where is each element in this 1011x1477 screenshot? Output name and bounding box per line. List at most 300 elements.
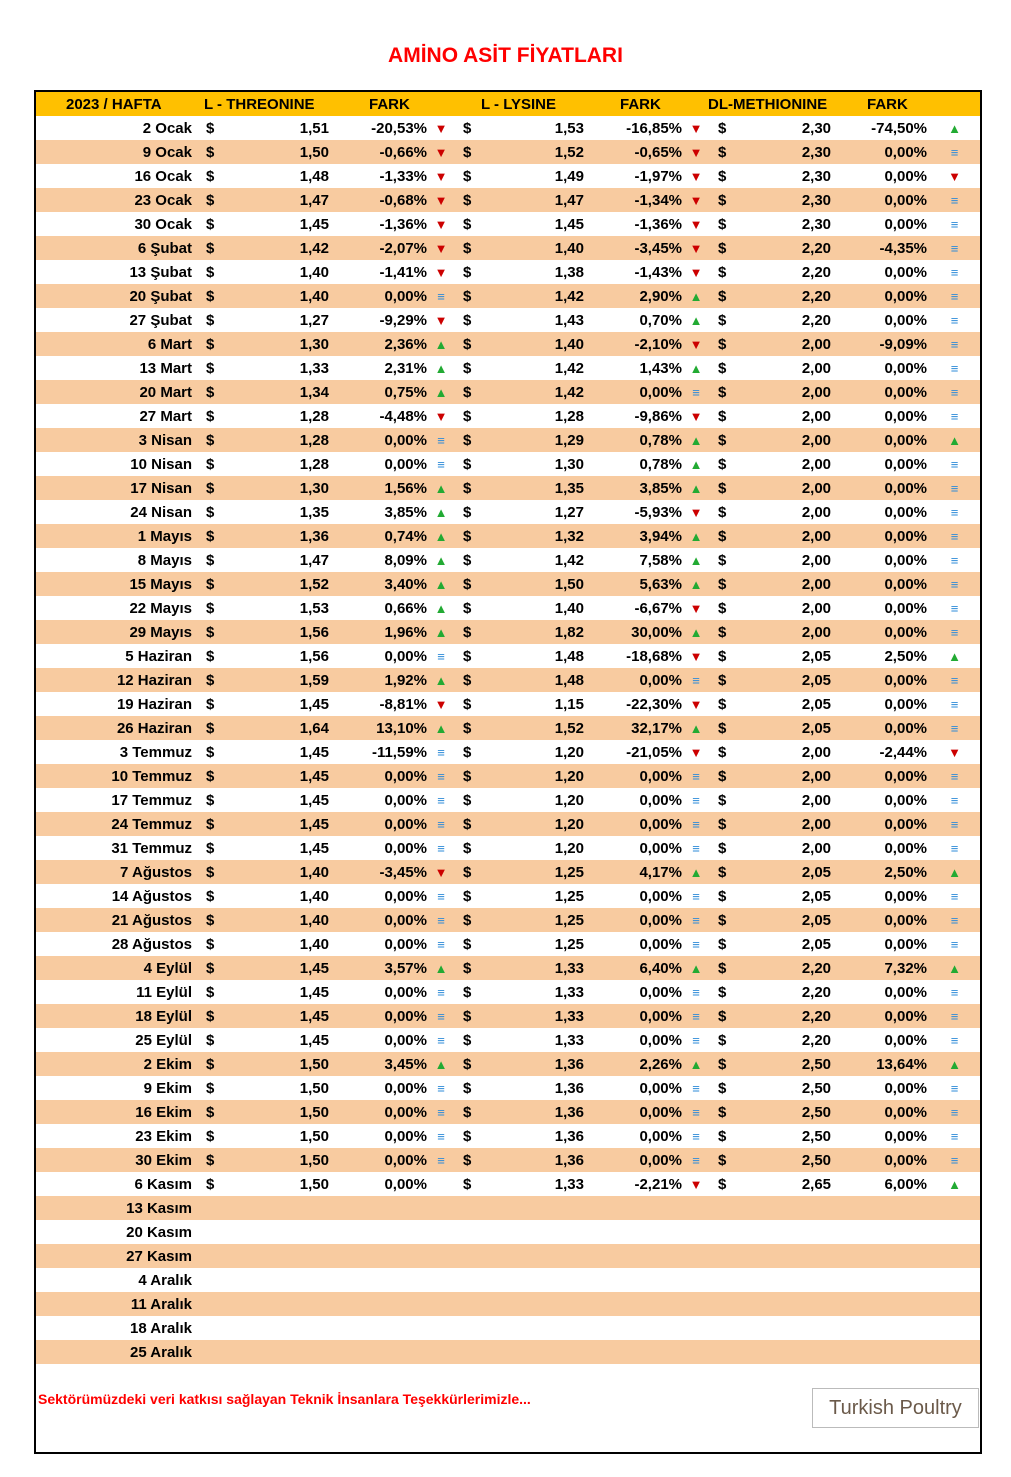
threonine-diff: -4,48% [335, 404, 429, 428]
up-arrow-icon: ▲ [434, 576, 448, 592]
up-arrow-icon: ▲ [948, 864, 961, 880]
methionine-trend-icon [929, 500, 980, 524]
threonine-price: 1,28 [222, 428, 335, 452]
table-row [36, 956, 980, 980]
table-row [36, 596, 980, 620]
currency-symbol [708, 1244, 734, 1268]
down-arrow-icon: ▼ [689, 744, 703, 760]
lysine-trend-icon [684, 908, 708, 932]
week-cell: 11 Aralık [36, 1292, 196, 1316]
week-cell: 24 Nisan [36, 500, 196, 524]
week-cell: 17 Temmuz [36, 788, 196, 812]
methionine-trend-icon [929, 1124, 980, 1148]
equal-icon: ≡ [950, 576, 959, 592]
methionine-trend-icon [929, 620, 980, 644]
currency-symbol: $ [453, 932, 479, 956]
equal-icon: ≡ [692, 984, 700, 1000]
equal-icon: ≡ [692, 816, 700, 832]
down-arrow-icon: ▼ [689, 192, 703, 208]
lysine-price: 1,52 [479, 716, 590, 740]
lysine-trend-icon [684, 476, 708, 500]
down-arrow-icon: ▼ [689, 168, 703, 184]
currency-symbol: $ [453, 452, 479, 476]
down-arrow-icon: ▼ [948, 168, 961, 184]
methionine-trend-icon [929, 1028, 980, 1052]
week-cell: 20 Mart [36, 380, 196, 404]
lysine-price [479, 1268, 590, 1292]
lysine-price: 1,48 [479, 668, 590, 692]
up-arrow-icon: ▲ [689, 480, 703, 496]
down-arrow-icon: ▼ [948, 744, 961, 760]
methionine-diff: 7,32% [837, 956, 929, 980]
lysine-diff: 30,00% [590, 620, 684, 644]
currency-symbol: $ [196, 596, 222, 620]
methionine-price: 2,30 [734, 188, 837, 212]
week-cell: 6 Mart [36, 332, 196, 356]
methionine-trend-icon [929, 668, 980, 692]
methionine-price: 2,00 [734, 596, 837, 620]
lysine-price: 1,48 [479, 644, 590, 668]
lysine-price: 1,42 [479, 548, 590, 572]
up-arrow-icon: ▲ [948, 120, 961, 136]
methionine-diff: 0,00% [837, 356, 929, 380]
lysine-trend-icon [684, 260, 708, 284]
methionine-trend-icon [929, 1052, 980, 1076]
threonine-diff: -9,29% [335, 308, 429, 332]
lysine-diff: 0,00% [590, 836, 684, 860]
equal-icon: ≡ [437, 456, 445, 472]
up-arrow-icon: ▲ [689, 360, 703, 376]
equal-icon: ≡ [437, 816, 445, 832]
methionine-price: 2,30 [734, 140, 837, 164]
lysine-diff: 0,78% [590, 452, 684, 476]
methionine-price: 2,00 [734, 524, 837, 548]
methionine-price: 2,50 [734, 1052, 837, 1076]
lysine-price: 1,45 [479, 212, 590, 236]
currency-symbol: $ [708, 188, 734, 212]
table-row [36, 428, 980, 452]
methionine-diff [837, 1292, 929, 1316]
methionine-diff: 0,00% [837, 212, 929, 236]
threonine-diff: 3,85% [335, 500, 429, 524]
week-cell: 20 Kasım [36, 1220, 196, 1244]
lysine-trend-icon [684, 596, 708, 620]
lysine-price: 1,20 [479, 812, 590, 836]
lysine-trend-icon [684, 644, 708, 668]
page-title: AMİNO ASİT FİYATLARI [388, 44, 623, 67]
table-row [36, 1196, 980, 1220]
methionine-price: 2,50 [734, 1148, 837, 1172]
equal-icon: ≡ [950, 1008, 959, 1024]
threonine-trend-icon [429, 572, 453, 596]
currency-symbol: $ [196, 692, 222, 716]
currency-symbol: $ [196, 140, 222, 164]
methionine-price: 2,20 [734, 1004, 837, 1028]
week-cell: 23 Ekim [36, 1124, 196, 1148]
lysine-trend-icon [684, 812, 708, 836]
up-arrow-icon: ▲ [948, 1176, 961, 1192]
lysine-diff: -16,85% [590, 116, 684, 140]
threonine-trend-icon [429, 1340, 453, 1364]
equal-icon: ≡ [437, 936, 445, 952]
lysine-trend-icon [684, 1076, 708, 1100]
up-arrow-icon: ▲ [689, 528, 703, 544]
lysine-price: 1,43 [479, 308, 590, 332]
threonine-price: 1,42 [222, 236, 335, 260]
currency-symbol: $ [708, 956, 734, 980]
equal-icon: ≡ [437, 1008, 445, 1024]
currency-symbol: $ [196, 860, 222, 884]
threonine-trend-icon [429, 908, 453, 932]
currency-symbol: $ [453, 692, 479, 716]
lysine-diff: 1,43% [590, 356, 684, 380]
table-row [36, 524, 980, 548]
threonine-trend-icon [429, 812, 453, 836]
equal-icon: ≡ [950, 1104, 959, 1120]
currency-symbol: $ [196, 668, 222, 692]
equal-icon: ≡ [692, 768, 700, 784]
threonine-price [222, 1244, 335, 1268]
lysine-price: 1,36 [479, 1124, 590, 1148]
currency-symbol: $ [453, 140, 479, 164]
methionine-price [734, 1244, 837, 1268]
currency-symbol: $ [708, 668, 734, 692]
col-header-methionine-diff: FARK [837, 92, 980, 116]
threonine-diff: 0,00% [335, 1124, 429, 1148]
down-arrow-icon: ▼ [434, 168, 448, 184]
methionine-trend-icon [929, 140, 980, 164]
threonine-diff: -1,33% [335, 164, 429, 188]
methionine-trend-icon [929, 476, 980, 500]
currency-symbol: $ [453, 212, 479, 236]
equal-icon: ≡ [692, 888, 700, 904]
threonine-price: 1,64 [222, 716, 335, 740]
lysine-trend-icon [684, 1220, 708, 1244]
lysine-price: 1,25 [479, 932, 590, 956]
week-cell: 27 Şubat [36, 308, 196, 332]
threonine-price: 1,45 [222, 956, 335, 980]
methionine-diff [837, 1268, 929, 1292]
down-arrow-icon: ▼ [434, 120, 448, 136]
methionine-trend-icon [929, 884, 980, 908]
currency-symbol: $ [196, 428, 222, 452]
col-header-week: 2023 / HAFTA [36, 92, 196, 116]
methionine-trend-icon [929, 380, 980, 404]
threonine-diff: -0,66% [335, 140, 429, 164]
down-arrow-icon: ▼ [434, 864, 448, 880]
up-arrow-icon: ▲ [689, 576, 703, 592]
down-arrow-icon: ▼ [689, 216, 703, 232]
methionine-diff: 0,00% [837, 908, 929, 932]
methionine-diff: 0,00% [837, 788, 929, 812]
lysine-trend-icon [684, 452, 708, 476]
lysine-diff: 0,00% [590, 788, 684, 812]
week-cell: 25 Aralık [36, 1340, 196, 1364]
down-arrow-icon: ▼ [434, 696, 448, 712]
methionine-trend-icon [929, 452, 980, 476]
threonine-price: 1,33 [222, 356, 335, 380]
week-cell: 27 Mart [36, 404, 196, 428]
currency-symbol [453, 1244, 479, 1268]
methionine-trend-icon [929, 860, 980, 884]
methionine-diff: 0,00% [837, 932, 929, 956]
lysine-price [479, 1220, 590, 1244]
lysine-trend-icon [684, 116, 708, 140]
table-row [36, 860, 980, 884]
methionine-price [734, 1292, 837, 1316]
methionine-trend-icon [929, 692, 980, 716]
threonine-diff: 0,00% [335, 452, 429, 476]
methionine-trend-icon [929, 716, 980, 740]
threonine-price: 1,47 [222, 548, 335, 572]
threonine-trend-icon [429, 1244, 453, 1268]
threonine-diff: 0,00% [335, 836, 429, 860]
threonine-price [222, 1316, 335, 1340]
currency-symbol: $ [453, 1148, 479, 1172]
methionine-trend-icon [929, 1100, 980, 1124]
currency-symbol: $ [196, 380, 222, 404]
methionine-price: 2,00 [734, 500, 837, 524]
equal-icon: ≡ [950, 480, 959, 496]
currency-symbol: $ [453, 236, 479, 260]
threonine-price: 1,51 [222, 116, 335, 140]
up-arrow-icon: ▲ [434, 360, 448, 376]
methionine-trend-icon [929, 1268, 980, 1292]
threonine-trend-icon [429, 1100, 453, 1124]
currency-symbol: $ [196, 188, 222, 212]
methionine-diff: 13,64% [837, 1052, 929, 1076]
threonine-trend-icon [429, 116, 453, 140]
currency-symbol: $ [708, 212, 734, 236]
currency-symbol: $ [708, 932, 734, 956]
currency-symbol: $ [196, 932, 222, 956]
threonine-price: 1,45 [222, 812, 335, 836]
lysine-trend-icon [684, 620, 708, 644]
currency-symbol: $ [453, 1124, 479, 1148]
threonine-trend-icon [429, 188, 453, 212]
equal-icon: ≡ [950, 936, 959, 952]
currency-symbol: $ [708, 116, 734, 140]
lysine-price [479, 1316, 590, 1340]
lysine-price: 1,33 [479, 1028, 590, 1052]
week-cell: 9 Ekim [36, 1076, 196, 1100]
threonine-trend-icon [429, 476, 453, 500]
table-row [36, 1292, 980, 1316]
lysine-price: 1,33 [479, 980, 590, 1004]
table-row [36, 908, 980, 932]
threonine-price: 1,45 [222, 1004, 335, 1028]
up-arrow-icon: ▲ [434, 960, 448, 976]
equal-icon: ≡ [437, 288, 445, 304]
methionine-diff: 0,00% [837, 1076, 929, 1100]
lysine-diff: 0,00% [590, 764, 684, 788]
threonine-price: 1,45 [222, 836, 335, 860]
equal-icon: ≡ [950, 408, 959, 424]
lysine-trend-icon [684, 1004, 708, 1028]
methionine-price: 2,20 [734, 1028, 837, 1052]
methionine-trend-icon [929, 548, 980, 572]
equal-icon: ≡ [950, 192, 959, 208]
threonine-trend-icon [429, 1052, 453, 1076]
currency-symbol: $ [708, 860, 734, 884]
week-cell: 11 Eylül [36, 980, 196, 1004]
lysine-price: 1,40 [479, 332, 590, 356]
methionine-price: 2,20 [734, 260, 837, 284]
currency-symbol: $ [708, 620, 734, 644]
currency-symbol: $ [196, 716, 222, 740]
threonine-diff: 0,00% [335, 1172, 429, 1196]
table-row [36, 1316, 980, 1340]
lysine-diff: 0,00% [590, 668, 684, 692]
threonine-trend-icon [429, 236, 453, 260]
threonine-price: 1,56 [222, 644, 335, 668]
threonine-price: 1,30 [222, 476, 335, 500]
methionine-diff: 0,00% [837, 476, 929, 500]
threonine-price: 1,50 [222, 1124, 335, 1148]
currency-symbol: $ [453, 956, 479, 980]
lysine-trend-icon [684, 884, 708, 908]
currency-symbol: $ [453, 884, 479, 908]
methionine-price: 2,20 [734, 980, 837, 1004]
methionine-diff: 0,00% [837, 140, 929, 164]
currency-symbol: $ [196, 1052, 222, 1076]
equal-icon: ≡ [950, 624, 959, 640]
equal-icon: ≡ [437, 648, 445, 664]
week-cell: 6 Kasım [36, 1172, 196, 1196]
currency-symbol [196, 1196, 222, 1220]
col-header-lysine-diff: FARK [590, 92, 708, 116]
lysine-price [479, 1292, 590, 1316]
down-arrow-icon: ▼ [434, 264, 448, 280]
currency-symbol: $ [708, 1076, 734, 1100]
threonine-trend-icon [429, 1268, 453, 1292]
lysine-price: 1,32 [479, 524, 590, 548]
equal-icon: ≡ [692, 1032, 700, 1048]
table-row [36, 500, 980, 524]
methionine-diff: 0,00% [837, 452, 929, 476]
threonine-price: 1,45 [222, 692, 335, 716]
currency-symbol: $ [708, 308, 734, 332]
methionine-trend-icon [929, 428, 980, 452]
up-arrow-icon: ▲ [689, 864, 703, 880]
methionine-trend-icon [929, 812, 980, 836]
methionine-diff [837, 1316, 929, 1340]
methionine-diff: 0,00% [837, 524, 929, 548]
currency-symbol: $ [196, 1124, 222, 1148]
currency-symbol: $ [453, 116, 479, 140]
methionine-price: 2,20 [734, 308, 837, 332]
methionine-diff: 0,00% [837, 428, 929, 452]
lysine-diff [590, 1292, 684, 1316]
currency-symbol [708, 1316, 734, 1340]
currency-symbol: $ [453, 1004, 479, 1028]
methionine-price: 2,00 [734, 764, 837, 788]
methionine-price: 2,00 [734, 572, 837, 596]
week-cell: 29 Mayıs [36, 620, 196, 644]
methionine-trend-icon [929, 356, 980, 380]
col-header-lysine: L - LYSINE [453, 92, 590, 116]
currency-symbol: $ [708, 1148, 734, 1172]
week-cell: 18 Eylül [36, 1004, 196, 1028]
lysine-diff: 0,00% [590, 1004, 684, 1028]
currency-symbol: $ [196, 644, 222, 668]
week-cell: 30 Ocak [36, 212, 196, 236]
lysine-diff: 3,94% [590, 524, 684, 548]
methionine-price: 2,00 [734, 548, 837, 572]
currency-symbol: $ [453, 836, 479, 860]
week-cell: 1 Mayıs [36, 524, 196, 548]
amino-acid-price-table [36, 92, 980, 1364]
equal-icon: ≡ [950, 240, 959, 256]
equal-icon: ≡ [950, 840, 959, 856]
table-row [36, 164, 980, 188]
equal-icon: ≡ [950, 288, 959, 304]
methionine-price [734, 1220, 837, 1244]
currency-symbol: $ [708, 1052, 734, 1076]
lysine-price: 1,33 [479, 1172, 590, 1196]
equal-icon: ≡ [950, 888, 959, 904]
table-row [36, 1244, 980, 1268]
methionine-trend-icon [929, 164, 980, 188]
lysine-diff: -1,34% [590, 188, 684, 212]
methionine-price: 2,30 [734, 164, 837, 188]
lysine-diff: -0,65% [590, 140, 684, 164]
currency-symbol: $ [453, 428, 479, 452]
lysine-diff: 0,00% [590, 884, 684, 908]
lysine-trend-icon [684, 308, 708, 332]
table-row [36, 980, 980, 1004]
down-arrow-icon: ▼ [689, 648, 703, 664]
lysine-price: 1,42 [479, 380, 590, 404]
methionine-price: 2,20 [734, 236, 837, 260]
threonine-price [222, 1220, 335, 1244]
threonine-diff [335, 1292, 429, 1316]
table-row [36, 644, 980, 668]
methionine-trend-icon [929, 332, 980, 356]
currency-symbol: $ [708, 236, 734, 260]
methionine-trend-icon [929, 980, 980, 1004]
threonine-price: 1,40 [222, 260, 335, 284]
lysine-trend-icon [684, 1196, 708, 1220]
threonine-trend-icon [429, 620, 453, 644]
table-row [36, 380, 980, 404]
lysine-diff: 0,00% [590, 1148, 684, 1172]
week-cell: 7 Ağustos [36, 860, 196, 884]
table-row [36, 1052, 980, 1076]
currency-symbol [196, 1292, 222, 1316]
table-header-row [36, 92, 980, 116]
currency-symbol: $ [453, 716, 479, 740]
equal-icon: ≡ [950, 1152, 959, 1168]
methionine-trend-icon [929, 932, 980, 956]
threonine-price [222, 1268, 335, 1292]
threonine-diff [335, 1268, 429, 1292]
currency-symbol: $ [453, 380, 479, 404]
down-arrow-icon: ▼ [689, 120, 703, 136]
currency-symbol [196, 1220, 222, 1244]
lysine-price: 1,20 [479, 788, 590, 812]
methionine-price: 2,00 [734, 620, 837, 644]
methionine-trend-icon [929, 260, 980, 284]
currency-symbol: $ [453, 812, 479, 836]
threonine-trend-icon [429, 164, 453, 188]
methionine-price: 2,50 [734, 1076, 837, 1100]
threonine-trend-icon [429, 500, 453, 524]
currency-symbol: $ [453, 332, 479, 356]
methionine-trend-icon [929, 116, 980, 140]
methionine-price: 2,20 [734, 284, 837, 308]
table-row [36, 716, 980, 740]
